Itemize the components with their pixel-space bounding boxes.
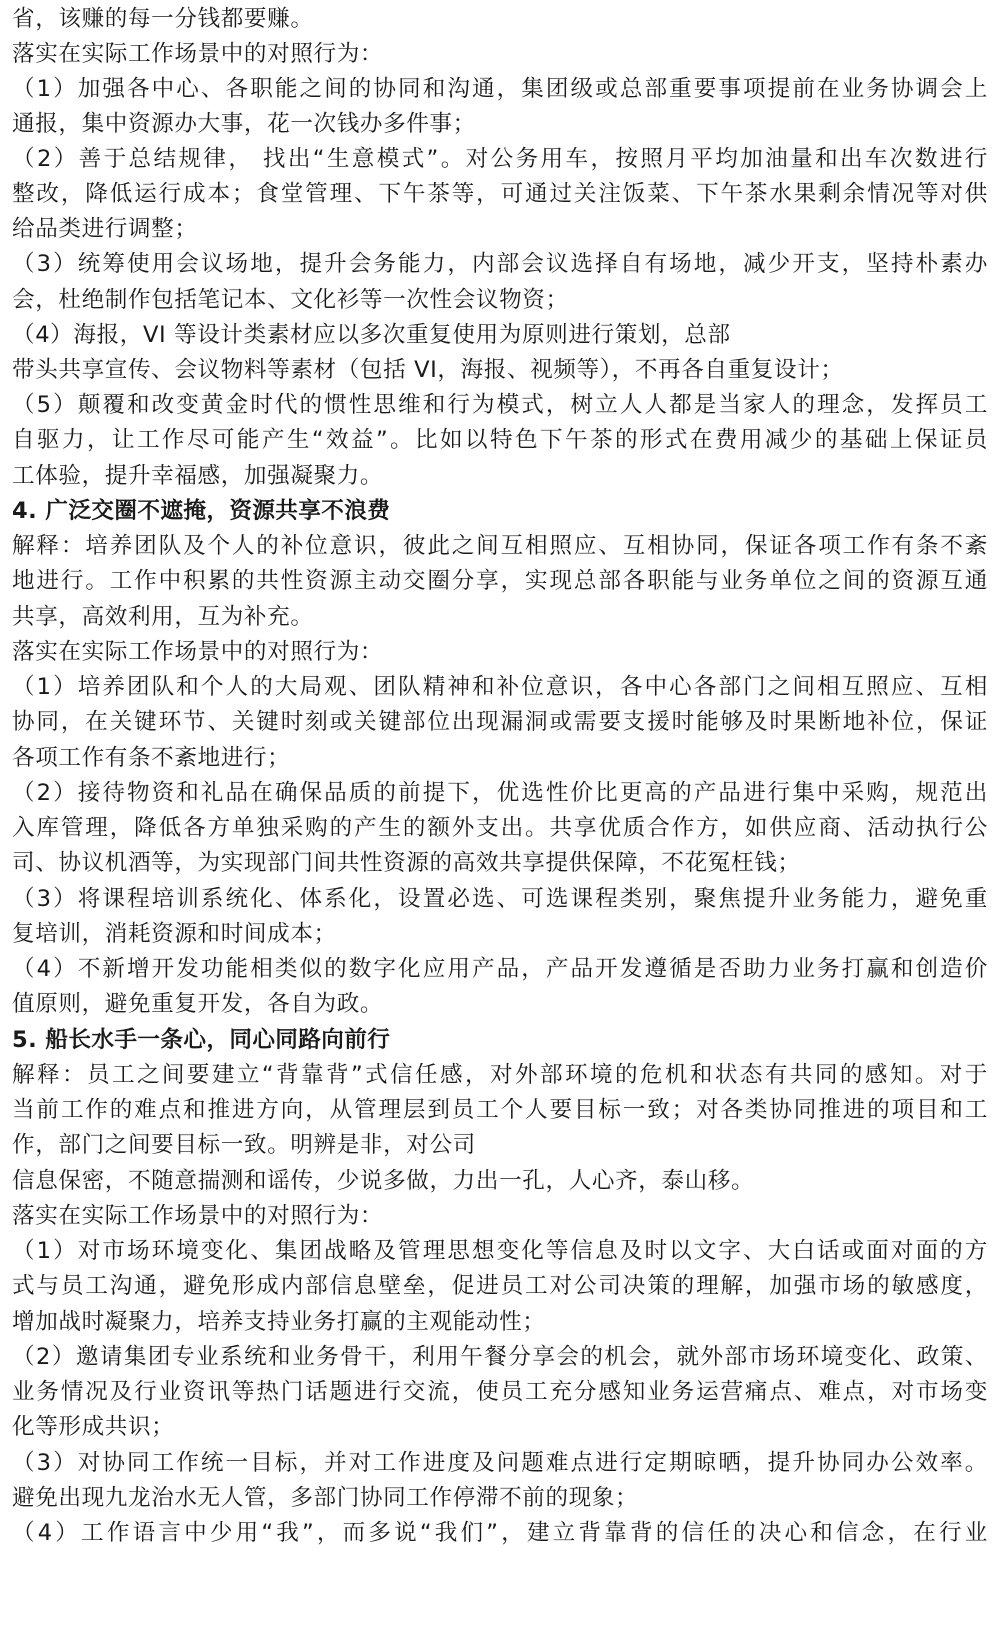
text-line: 落实在实际工作场景中的对照行为： (12, 639, 384, 665)
text-line: 给品类进行调整； (12, 216, 198, 242)
text-line: （2）接待物资和礼品在确保品质的前提下，优选性价比更高的产品进行集中采购，规范出 (12, 780, 988, 806)
text-line: （5）颠覆和改变黄金时代的惯性思维和行为模式，树立人人都是当家人的理念，发挥员工 (12, 392, 988, 418)
text-line: 入库管理，降低各方单独采购的产生的额外支出。共享优质合作方，如供应商、活动执行公 (12, 815, 988, 841)
text-line: 整改，降低运行成本；食堂管理、下午茶等，可通过关注饭菜、下午茶水果剩余情况等对供 (12, 181, 988, 207)
text-line: 复培训，消耗资源和时间成本； (12, 921, 337, 947)
text-line: 带头共享宣传、会议物料等素材（包括 VI，海报、视频等），不再各自重复设计； (12, 357, 844, 383)
text-line: （2）善于总结规律， 找出“生意模式”。对公务用车，按照月平均加油量和出车次数进行 (12, 146, 988, 172)
text-line: 避免出现九龙治水无人管，多部门协同工作停滞不前的现象； (12, 1485, 639, 1511)
text-line: （1）加强各中心、各职能之间的协同和沟通，集团级或总部重要事项提前在业务协调会上 (12, 76, 988, 102)
text-line: （2）邀请集团专业系统和业务骨干，利用午餐分享会的机会，就外部市场环境变化、政策、 (12, 1344, 988, 1370)
text-line: 省，该赚的每一分钱都要赚。 (12, 6, 314, 32)
text-line: 协同，在关键环节、关键时刻或关键部位出现漏洞或需要支援时能够及时果断地补位，保证 (12, 709, 988, 735)
text-line: 各项工作有条不紊地进行； (12, 745, 291, 771)
text-line: 增加战时凝聚力，培养支持业务打赢的主观能动性； (12, 1309, 546, 1335)
text-line: 会，杜绝制作包括笔记本、文化衫等一次性会议物资； (12, 287, 569, 313)
text-line: 落实在实际工作场景中的对照行为： (12, 1203, 384, 1229)
text-line: 值原则，避免重复开发，各自为政。 (12, 991, 384, 1017)
text-line: （3）统筹使用会议场地，提升会务能力，内部会议选择自有场地，减少开支，坚持朴素办 (12, 251, 988, 277)
text-line: 业务情况及行业资讯等热门话题进行交流，使员工充分感知业务运营痛点、难点，对市场变 (12, 1379, 988, 1405)
text-line: （4）工作语言中少用“我”，而多说“我们”，建立背靠背的信任的决心和信念，在行业 (12, 1520, 988, 1546)
text-line: 解释：培养团队及个人的补位意识，彼此之间互相照应、互相协同，保证各项工作有条不紊 (12, 533, 988, 559)
text-line: （3）对协同工作统一目标，并对工作进度及问题难点进行定期晾晒，提升协同办公效率。 (12, 1450, 988, 1476)
text-line: 落实在实际工作场景中的对照行为： (12, 41, 384, 67)
text-line: （1）培养团队和个人的大局观、团队精神和补位意识，各中心各部门之间相互照应、互相 (12, 674, 988, 700)
text-line: 自驱力，让工作尽可能产生“效益”。比如以特色下午茶的形式在费用减少的基础上保证员 (12, 427, 988, 453)
text-line: 式与员工沟通，避免形成内部信息壁垒，促进员工对公司决策的理解，加强市场的敏感度， (12, 1273, 988, 1299)
text-line: 地进行。工作中积累的共性资源主动交圈分享，实现总部各职能与业务单位之间的资源互通 (12, 568, 988, 594)
text-line: （1）对市场环境变化、集团战略及管理思想变化等信息及时以文字、大白话或面对面的方 (12, 1238, 988, 1264)
text-line: 作，部门之间要目标一致。明辨是非，对公司 (12, 1132, 476, 1158)
text-line: 化等形成共识； (12, 1414, 175, 1440)
section-heading-4: 4. 广泛交圈不遮掩，资源共享不浪费 (12, 498, 391, 524)
text-line: 当前工作的难点和推进方向，从管理层到员工个人要目标一致；对各类协同推进的项目和工 (12, 1097, 988, 1123)
text-line: （3）将课程培训系统化、体系化，设置必选、可选课程类别，聚焦提升业务能力，避免重 (12, 886, 988, 912)
text-line: 信息保密，不随意揣测和谣传，少说多做，力出一孔，人心齐，泰山移。 (12, 1168, 755, 1194)
text-line: （4）不新增开发功能相类似的数字化应用产品，产品开发遵循是否助力业务打赢和创造价 (12, 956, 988, 982)
text-line: （4）海报，VI 等设计类素材应以多次重复使用为原则进行策划，总部 (12, 322, 731, 348)
text-line: 通报，集中资源办大事，花一次钱办多件事； (12, 111, 476, 137)
text-line: 解释：员工之间要建立“背靠背”式信任感，对外部环境的危机和状态有共同的感知。对于 (12, 1062, 988, 1088)
text-line: 共享，高效利用，互为补充。 (12, 604, 314, 630)
text-line: 工体验，提升幸福感，加强凝聚力。 (12, 463, 384, 489)
text-line: 司、协议机酒等，为实现部门间共性资源的高效共享提供保障，不花冤枉钱； (12, 850, 801, 876)
section-heading-5: 5. 船长水手一条心，同心同路向前行 (12, 1027, 391, 1053)
